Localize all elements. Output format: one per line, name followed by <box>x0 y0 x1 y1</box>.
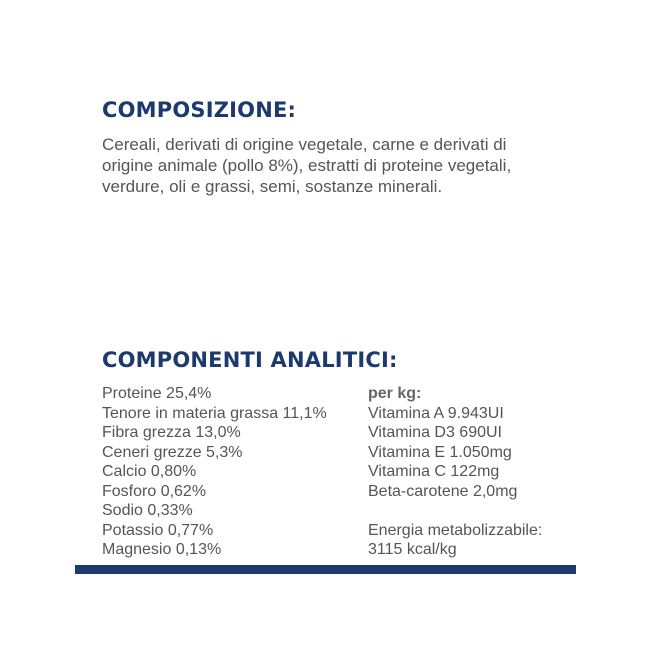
energy-label: Energia metabolizzabile: <box>368 521 543 539</box>
analytics-heading: COMPONENTI ANALITICI: <box>102 348 398 372</box>
analytic-item-potassium: Potassio 0,77% <box>102 521 214 539</box>
analytic-item-sodium: Sodio 0,33% <box>102 502 193 519</box>
analytic-item-fiber: Fibra grezza 13,0% <box>102 424 241 441</box>
vitamin-item-a: Vitamina A 9.943UI <box>368 404 504 422</box>
analytic-item-phosphorus: Fosforo 0,62% <box>102 482 207 500</box>
per-kg-label: per kg: <box>368 385 422 402</box>
vitamin-item-c: Vitamina C 122mg <box>368 463 500 480</box>
analytic-item-ash: Ceneri grezze 5,3% <box>102 443 243 461</box>
composition-text: Cereali, derivati di origine vegetale, carne e derivati di origine animale (pollo 8%), estratti di proteine vegetali, verdure, oli e grassi, semi, sostanze minerali. <box>102 135 512 196</box>
vitamin-item-d3: Vitamina D3 690UI <box>368 424 502 441</box>
analytic-item-magnesium: Magnesio 0,13% <box>102 541 222 558</box>
analytic-item-protein: Proteine 25,4% <box>102 385 212 402</box>
analytics-right-list <box>368 384 588 560</box>
vitamin-item-e: Vitamina E 1.050mg <box>368 443 512 461</box>
analytic-item-calcium: Calcio 0,80% <box>102 463 197 480</box>
beta-carotene-item: Beta-carotene 2,0mg <box>368 482 518 500</box>
analytics-left-list <box>102 384 362 560</box>
composition-heading: COMPOSIZIONE: <box>102 98 297 122</box>
analytic-item-fat: Tenore in materia grassa 11,1% <box>102 404 327 422</box>
list-spacer <box>368 501 588 521</box>
energy-value: 3115 kcal/kg <box>368 541 457 558</box>
bottom-divider-bar <box>75 565 576 574</box>
